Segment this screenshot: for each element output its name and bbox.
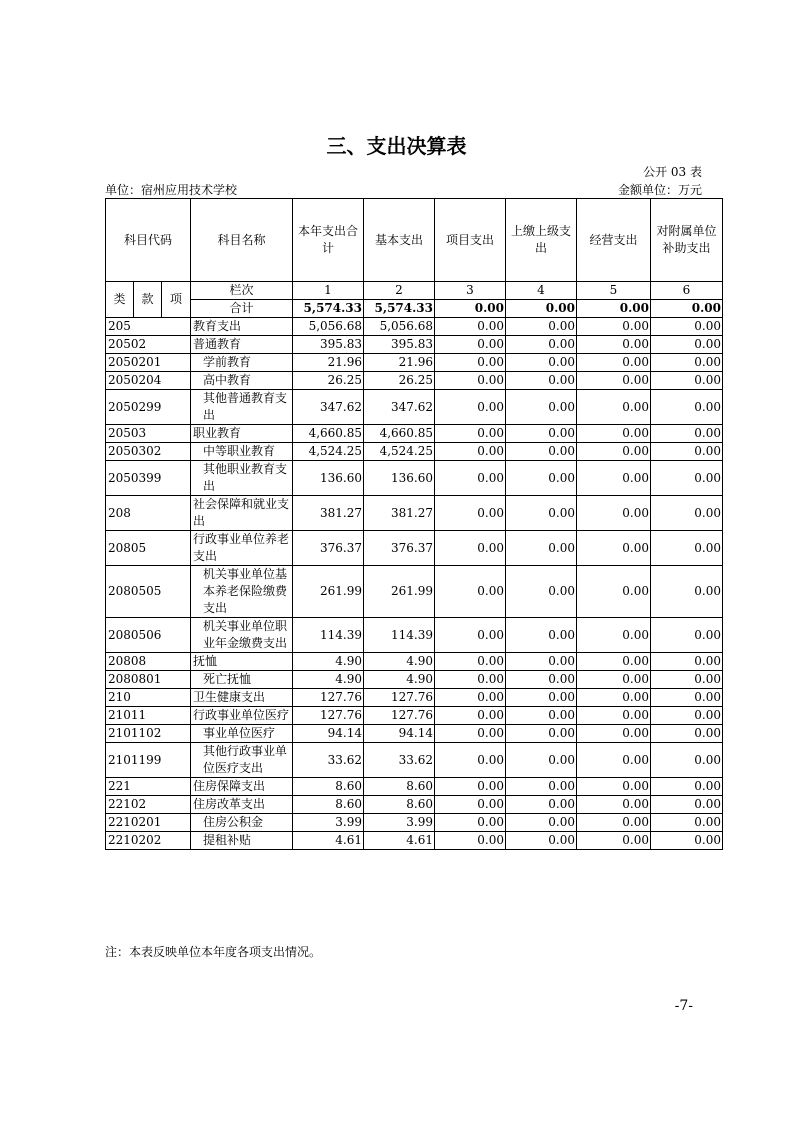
- row-value: 0.00: [506, 336, 577, 354]
- table-row: [106, 390, 723, 425]
- header-subsidy: 对附属单位补助支出: [651, 199, 723, 282]
- row-value: 94.14: [364, 725, 435, 743]
- row-value: 0.00: [435, 443, 506, 461]
- row-value: 0.00: [506, 832, 577, 850]
- row-value: 8.60: [364, 796, 435, 814]
- row-value: 0.00: [651, 372, 723, 390]
- row-code: 22102: [106, 796, 191, 814]
- header-business: 经营支出: [577, 199, 651, 282]
- row-value: 0.00: [577, 425, 651, 443]
- row-value: 0.00: [435, 653, 506, 671]
- row-value: 0.00: [651, 336, 723, 354]
- row-value: 0.00: [577, 372, 651, 390]
- row-value: 0.00: [506, 743, 577, 778]
- row-value: 0.00: [577, 671, 651, 689]
- row-name: 死亡抚恤: [191, 671, 293, 689]
- row-value: 381.27: [293, 496, 364, 531]
- row-value: 0.00: [577, 443, 651, 461]
- table-row: [106, 336, 723, 354]
- row-value: 0.00: [651, 318, 723, 336]
- row-value: 0.00: [651, 832, 723, 850]
- row-value: 0.00: [435, 832, 506, 850]
- row-value: 0.00: [577, 354, 651, 372]
- row-value: 0.00: [435, 372, 506, 390]
- row-name: 其他行政事业单位医疗支出: [191, 743, 293, 778]
- row-value: 0.00: [506, 566, 577, 618]
- header-project: 项目支出: [435, 199, 506, 282]
- row-value: 395.83: [364, 336, 435, 354]
- row-code: 2101102: [106, 725, 191, 743]
- row-value: 0.00: [577, 778, 651, 796]
- row-value: 0.00: [435, 814, 506, 832]
- row-value: 0.00: [577, 653, 651, 671]
- row-value: 8.60: [364, 778, 435, 796]
- money-unit-label: 金额单位：万元: [617, 183, 702, 197]
- row-value: 0.00: [506, 318, 577, 336]
- total-value: 0.00: [651, 300, 723, 318]
- row-value: 4,660.85: [293, 425, 364, 443]
- total-label: 合计: [191, 300, 293, 318]
- row-code: 2210202: [106, 832, 191, 850]
- total-value: 5,574.33: [293, 300, 364, 318]
- table-row: [106, 725, 723, 743]
- row-value: 0.00: [577, 743, 651, 778]
- row-value: 0.00: [651, 725, 723, 743]
- form-number: 公开 03 表: [643, 165, 702, 179]
- row-value: 0.00: [651, 354, 723, 372]
- row-code: 2050302: [106, 443, 191, 461]
- header-basic: 基本支出: [364, 199, 435, 282]
- row-value: 114.39: [364, 618, 435, 653]
- row-code: 2080506: [106, 618, 191, 653]
- row-value: 0.00: [651, 461, 723, 496]
- row-code: 2080801: [106, 671, 191, 689]
- row-value: 4.90: [293, 671, 364, 689]
- row-value: 4,660.85: [364, 425, 435, 443]
- row-value: 0.00: [506, 390, 577, 425]
- row-name: 卫生健康支出: [191, 689, 293, 707]
- row-value: 0.00: [435, 743, 506, 778]
- row-name: 社会保障和就业支出: [191, 496, 293, 531]
- row-value: 0.00: [651, 618, 723, 653]
- table-row: [106, 566, 723, 618]
- row-value: 0.00: [651, 671, 723, 689]
- row-value: 0.00: [651, 814, 723, 832]
- row-value: 127.76: [293, 707, 364, 725]
- header-lei: 类: [106, 282, 134, 318]
- row-value: 0.00: [577, 689, 651, 707]
- row-value: 0.00: [506, 778, 577, 796]
- row-value: 0.00: [651, 653, 723, 671]
- row-code: 2050201: [106, 354, 191, 372]
- row-value: 0.00: [651, 425, 723, 443]
- total-value: 0.00: [506, 300, 577, 318]
- row-value: 0.00: [506, 372, 577, 390]
- row-value: 3.99: [364, 814, 435, 832]
- row-value: 8.60: [293, 778, 364, 796]
- table-row: [106, 796, 723, 814]
- table-row: [106, 689, 723, 707]
- row-value: 0.00: [577, 618, 651, 653]
- row-value: 0.00: [506, 689, 577, 707]
- row-value: 0.00: [651, 689, 723, 707]
- row-value: 136.60: [293, 461, 364, 496]
- row-value: 0.00: [577, 832, 651, 850]
- row-value: 0.00: [506, 653, 577, 671]
- row-value: 381.27: [364, 496, 435, 531]
- row-value: 0.00: [651, 531, 723, 566]
- row-name: 其他普通教育支出: [191, 390, 293, 425]
- header-xiang: 项: [162, 282, 191, 318]
- table-row: [106, 318, 723, 336]
- table-row: [106, 743, 723, 778]
- row-value: 26.25: [364, 372, 435, 390]
- row-code: 20805: [106, 531, 191, 566]
- row-value: 0.00: [506, 443, 577, 461]
- row-code: 2050399: [106, 461, 191, 496]
- header-upper: 上缴上级支出: [506, 199, 577, 282]
- row-name: 中等职业教育: [191, 443, 293, 461]
- row-code: 210: [106, 689, 191, 707]
- row-value: 0.00: [577, 814, 651, 832]
- table-row: [106, 443, 723, 461]
- row-value: 0.00: [577, 496, 651, 531]
- row-code: 2050204: [106, 372, 191, 390]
- row-code: 221: [106, 778, 191, 796]
- row-value: 0.00: [651, 778, 723, 796]
- header-lanci: 栏次: [191, 282, 293, 300]
- row-code: 20503: [106, 425, 191, 443]
- table-row: [106, 832, 723, 850]
- row-value: 0.00: [651, 796, 723, 814]
- table-row: [106, 671, 723, 689]
- row-value: 376.37: [364, 531, 435, 566]
- row-value: 0.00: [435, 796, 506, 814]
- col-index-1: 1: [293, 282, 364, 300]
- row-name: 机关事业单位基本养老保险缴费支出: [191, 566, 293, 618]
- row-value: 0.00: [435, 336, 506, 354]
- row-name: 提租补贴: [191, 832, 293, 850]
- table-row: [106, 653, 723, 671]
- row-value: 127.76: [364, 689, 435, 707]
- table-row: [106, 814, 723, 832]
- row-value: 0.00: [435, 531, 506, 566]
- row-value: 261.99: [293, 566, 364, 618]
- row-value: 0.00: [435, 689, 506, 707]
- row-value: 395.83: [293, 336, 364, 354]
- row-name: 其他职业教育支出: [191, 461, 293, 496]
- table-row: [106, 707, 723, 725]
- total-value: 5,574.33: [364, 300, 435, 318]
- col-index-4: 4: [506, 282, 577, 300]
- row-value: 0.00: [435, 618, 506, 653]
- row-value: 0.00: [506, 496, 577, 531]
- row-value: 33.62: [364, 743, 435, 778]
- row-value: 0.00: [506, 618, 577, 653]
- total-value: 0.00: [435, 300, 506, 318]
- row-value: 347.62: [364, 390, 435, 425]
- row-code: 2050299: [106, 390, 191, 425]
- row-value: 0.00: [435, 671, 506, 689]
- row-value: 127.76: [364, 707, 435, 725]
- row-value: 0.00: [506, 725, 577, 743]
- row-value: 0.00: [577, 390, 651, 425]
- row-value: 0.00: [577, 707, 651, 725]
- row-value: 0.00: [435, 354, 506, 372]
- row-code: 2080505: [106, 566, 191, 618]
- row-value: 0.00: [506, 425, 577, 443]
- table-row: [106, 372, 723, 390]
- row-value: 136.60: [364, 461, 435, 496]
- row-value: 114.39: [293, 618, 364, 653]
- row-name: 机关事业单位职业年金缴费支出: [191, 618, 293, 653]
- row-value: 0.00: [577, 531, 651, 566]
- row-value: 0.00: [435, 425, 506, 443]
- row-value: 0.00: [651, 743, 723, 778]
- row-name: 职业教育: [191, 425, 293, 443]
- table-row: [106, 354, 723, 372]
- row-value: 4.61: [364, 832, 435, 850]
- row-name: 住房保障支出: [191, 778, 293, 796]
- row-value: 0.00: [651, 707, 723, 725]
- row-value: 0.00: [435, 390, 506, 425]
- col-index-6: 6: [651, 282, 723, 300]
- row-value: 0.00: [506, 354, 577, 372]
- row-name: 行政事业单位医疗: [191, 707, 293, 725]
- col-index-3: 3: [435, 282, 506, 300]
- row-name: 行政事业单位养老支出: [191, 531, 293, 566]
- header-code: 科目代码: [106, 199, 191, 282]
- page-number: -7-: [674, 998, 693, 1014]
- row-value: 4,524.25: [364, 443, 435, 461]
- row-value: 4.90: [364, 653, 435, 671]
- row-value: 0.00: [506, 531, 577, 566]
- row-value: 4.90: [293, 653, 364, 671]
- table-note: 注：本表反映单位本年度各项支出情况。: [105, 945, 322, 959]
- row-value: 376.37: [293, 531, 364, 566]
- row-code: 205: [106, 318, 191, 336]
- row-code: 208: [106, 496, 191, 531]
- row-value: 261.99: [364, 566, 435, 618]
- row-value: 0.00: [651, 443, 723, 461]
- row-value: 5,056.68: [364, 318, 435, 336]
- row-code: 21011: [106, 707, 191, 725]
- col-index-5: 5: [577, 282, 651, 300]
- row-value: 0.00: [577, 796, 651, 814]
- row-value: 0.00: [651, 566, 723, 618]
- table-row: [106, 778, 723, 796]
- row-code: 2101199: [106, 743, 191, 778]
- row-value: 26.25: [293, 372, 364, 390]
- row-value: 127.76: [293, 689, 364, 707]
- row-value: 0.00: [577, 725, 651, 743]
- row-name: 事业单位医疗: [191, 725, 293, 743]
- row-name: 教育支出: [191, 318, 293, 336]
- row-value: 0.00: [506, 796, 577, 814]
- row-value: 4.90: [364, 671, 435, 689]
- row-name: 高中教育: [191, 372, 293, 390]
- header-total: 本年支出合计: [293, 199, 364, 282]
- row-value: 0.00: [435, 318, 506, 336]
- table-row: [106, 461, 723, 496]
- row-value: 3.99: [293, 814, 364, 832]
- page-title: 三、支出决算表: [326, 134, 467, 158]
- table-row: [106, 531, 723, 566]
- row-code: 2210201: [106, 814, 191, 832]
- row-value: 21.96: [293, 354, 364, 372]
- expenditure-table: [105, 198, 723, 850]
- total-value: 0.00: [577, 300, 651, 318]
- row-name: 抚恤: [191, 653, 293, 671]
- row-value: 5,056.68: [293, 318, 364, 336]
- row-value: 0.00: [506, 461, 577, 496]
- row-value: 0.00: [577, 461, 651, 496]
- table-row: [106, 618, 723, 653]
- row-value: 8.60: [293, 796, 364, 814]
- row-value: 0.00: [577, 566, 651, 618]
- row-value: 0.00: [435, 707, 506, 725]
- row-value: 0.00: [435, 496, 506, 531]
- row-code: 20808: [106, 653, 191, 671]
- row-name: 学前教育: [191, 354, 293, 372]
- row-value: 347.62: [293, 390, 364, 425]
- row-value: 21.96: [364, 354, 435, 372]
- header-name: 科目名称: [191, 199, 293, 282]
- row-name: 住房改革支出: [191, 796, 293, 814]
- row-value: 4.61: [293, 832, 364, 850]
- row-value: 4,524.25: [293, 443, 364, 461]
- row-value: 94.14: [293, 725, 364, 743]
- row-name: 普通教育: [191, 336, 293, 354]
- row-value: 33.62: [293, 743, 364, 778]
- row-value: 0.00: [435, 725, 506, 743]
- row-value: 0.00: [506, 814, 577, 832]
- row-code: 20502: [106, 336, 191, 354]
- row-value: 0.00: [506, 671, 577, 689]
- row-name: 住房公积金: [191, 814, 293, 832]
- row-value: 0.00: [435, 778, 506, 796]
- row-value: 0.00: [435, 566, 506, 618]
- row-value: 0.00: [506, 707, 577, 725]
- table-row: [106, 425, 723, 443]
- table-row: [106, 496, 723, 531]
- row-value: 0.00: [577, 336, 651, 354]
- row-value: 0.00: [577, 318, 651, 336]
- header-kuan: 款: [134, 282, 162, 318]
- unit-label: 单位：宿州应用技术学校: [105, 183, 238, 197]
- col-index-2: 2: [364, 282, 435, 300]
- row-value: 0.00: [651, 390, 723, 425]
- row-value: 0.00: [435, 461, 506, 496]
- row-value: 0.00: [651, 496, 723, 531]
